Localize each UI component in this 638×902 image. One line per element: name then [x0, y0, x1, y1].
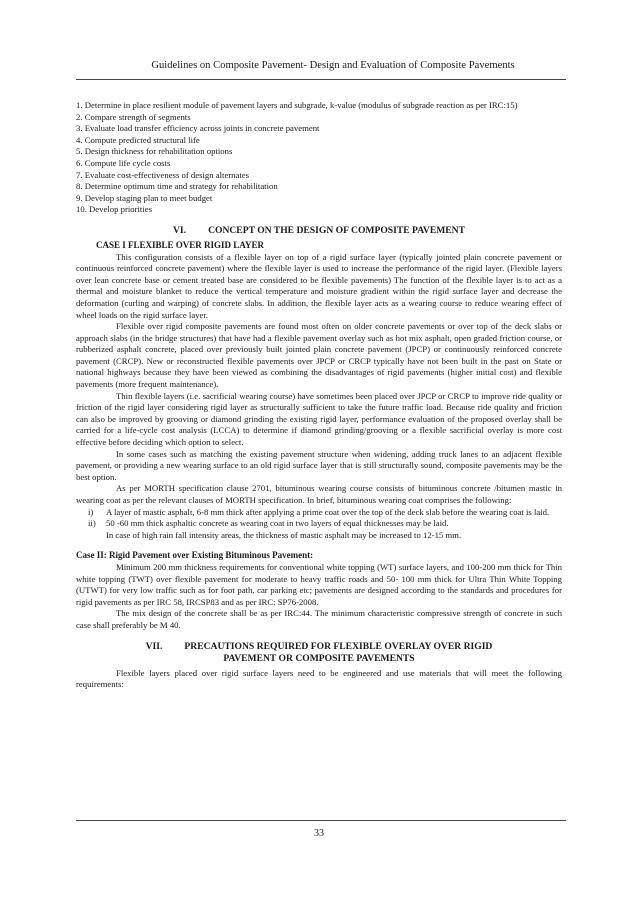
step-item: 5. Design thickness for rehabilitation options	[76, 146, 233, 157]
list-item	[76, 507, 562, 519]
running-header: Guidelines on Composite Pavement- Design and Evaluation of Composite Pavements	[151, 60, 515, 71]
page-number: 33	[314, 828, 324, 839]
section-vii-heading	[76, 641, 562, 665]
case-ii-heading: Case II: Rigid Pavement over Existing Bituminous Pavement:	[76, 550, 314, 561]
step-item: 2. Compare strength of segments	[76, 111, 191, 122]
footer-rule	[76, 820, 566, 821]
section-title: CONCEPT ON THE DESIGN OF COMPOSITE PAVEMENT	[208, 224, 465, 236]
list-item-text: A layer of mastic asphalt, 6-8 mm thick after applying a prime coat over the top of the deck slab before the wearing coat is laid.	[106, 506, 550, 517]
section-vi-heading	[76, 225, 562, 237]
section-title-line: PRECAUTIONS REQUIRED FOR FLEXIBLE OVERLAY OVER RIGID	[184, 640, 493, 652]
step-item: 3. Evaluate load transfer efficiency across joints in concrete pavement	[76, 123, 320, 134]
section-title-line: PAVEMENT OR COMPOSITE PAVEMENTS	[223, 652, 415, 664]
step-item: 10. Develop priorities	[76, 204, 152, 215]
paragraph: As per MORTH specification clause 2701, bituminous wearing course consists of bituminous concrete /bitumen mastic in wearing coat as per the relevant clauses of MORTH specification. In brief, bituminous wearing coat comprises the following:	[76, 483, 562, 505]
step-item: 9. Develop staging plan to meet budget	[76, 192, 213, 203]
wearing-coat-list	[76, 507, 562, 542]
paragraph: Minimum 200 mm thickness requirements for conventional white topping (WT) surface layers, and 100-200 mm thick for Thin white topping (TWT) over flexible pavement for moderate to heavy traffic roads and 50- 100 mm thick for Ultra Thin White Topping (UTWT) for very low traffic such as for foot path, car parking etc; pavements are designed according to the standards and procedures for rigid pavements as per IRC 58, IRCSP83 and as per IRC: SP76-2008.	[76, 561, 562, 607]
step-item: 4. Compute predicted structural life	[76, 134, 200, 145]
list-marker: ii)	[88, 518, 96, 529]
paragraph: This configuration consists of a flexible layer on top of a rigid surface layer (typically jointed plain concrete pavement or continuous reinforced concrete pavement) where the flexible layer is used to increase the performance of the rigid layer. (Flexible layers over lean concrete base or cement treated base are considered to be flexible pavements) The function of the flexible layer is to act as a thermal and moisture blanket to reduce the vertical temperature and moisture gradient within the rigid surface layer and decrease the deformation (curling and warping) of concrete slabs. In addition, the flexible layer acts as a wearing course to reduce wearing effect of wheel loads on the rigid surface layer.	[76, 251, 562, 320]
paragraph: Flexible over rigid composite pavements are found most often on older concrete pavements or over top of the deck slabs or approach slabs (in the bridge structures) that have had a flexible pavement overlay such as hot mix asphalt, open graded friction course, or rubberized asphalt concrete, placed over previously built jointed plain concrete pavement (JPCP) or continuously reinforced concrete pavement (CRCP). New or reconstructed flexible pavements over JPCP or CRCP typically have not been built in the past on State or national highways because they have been viewed as combining the disadvantages of rigid pavements (higher initial cost) and flexible pavements (more frequent maintenance).	[76, 321, 562, 390]
list-item	[76, 518, 562, 530]
section-number: VI.	[173, 224, 187, 236]
step-item: 6. Compute life cycle costs	[76, 157, 171, 168]
list-marker: i)	[88, 506, 94, 517]
paragraph: Flexible layers placed over rigid surface layers need to be engineered and use materials that will meet the following requirements:	[76, 667, 562, 690]
paragraph: In some cases such as matching the existing pavement structure when widening, adding truck lanes to an adjacent flexible pavement, or providing a new wearing surface to an old rigid surface layer that is still structurally sound, composite pavements may be the best option.	[76, 448, 562, 482]
list-note: In case of high rain fall intensity areas, the thickness of mastic asphalt may be increased to 12-15 mm.	[106, 529, 462, 540]
paragraph: Thin flexible layers (i.e. sacrificial wearing course) have sometimes been placed over JPCP or CRCP to improve ride quality or friction of the rigid layer considering rigid layer as structurally sufficient to take the future traffic load. Because ride quality and friction can also be improved by grooving or diamond grinding the existing rigid layer, performance evaluation of the proposed overlay shall be carried for a life-cycle cost analysis (LCCA) to determine if diamond grinding/grooving or a flexible sacrificial overlay is more cost effective before deciding which option to select.	[76, 390, 562, 448]
step-item: 1. Determine in place resilient module of pavement layers and subgrade, k-value (modulus of subgrade reaction as per IRC:15)	[76, 100, 518, 110]
section-number: VII.	[145, 640, 163, 652]
evaluation-steps-list	[76, 100, 562, 216]
page-body	[76, 100, 562, 691]
case-i-heading: CASE I FLEXIBLE OVER RIGID LAYER	[96, 239, 264, 250]
list-item-text: 50 -60 mm thick asphaltic concrete as wearing coat in two layers of equal thicknesses may be laid.	[106, 518, 449, 529]
header-rule	[76, 79, 566, 80]
paragraph: The mix design of the concrete shall be as per IRC:44. The minimum characteristic compressive strength of concrete in such case shall preferably be M 40.	[76, 608, 562, 630]
step-item: 7. Evaluate cost-effectiveness of design alternates	[76, 169, 250, 180]
step-item: 8. Determine optimum time and strategy for rehabilitation	[76, 181, 278, 192]
